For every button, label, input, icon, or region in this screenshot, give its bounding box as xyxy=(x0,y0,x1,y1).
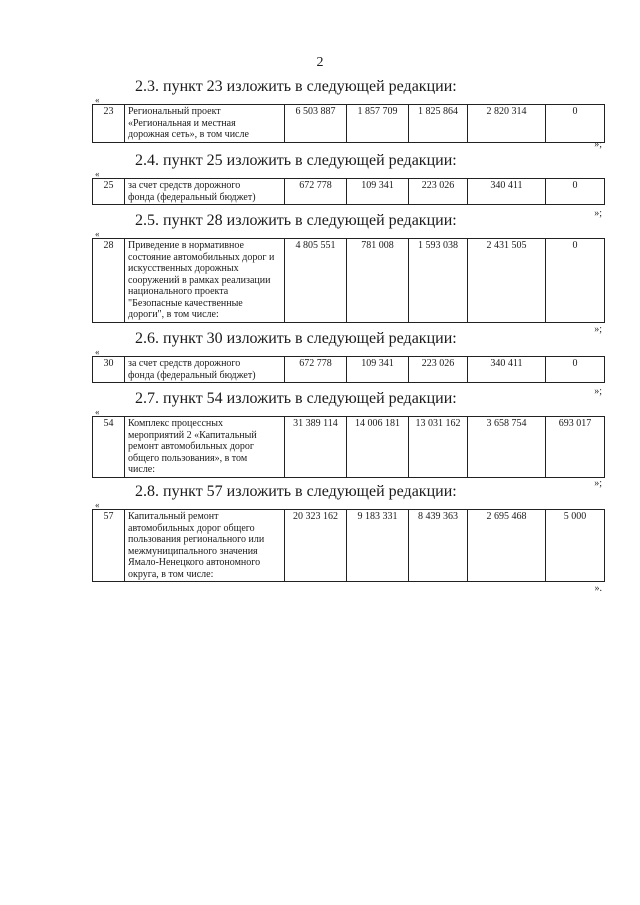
amendment-table xyxy=(92,104,605,143)
section-heading: 2.3. пункт 23 изложить в следующей редакции: xyxy=(135,78,457,95)
description-line: Комплекс процессных xyxy=(128,418,223,429)
open-quote: « xyxy=(95,95,100,105)
description-line: "Безопасные качественные xyxy=(128,297,243,309)
description-line: национального проекта xyxy=(128,286,229,297)
value-cell: 1 593 038 xyxy=(409,239,468,323)
description-line: мероприятий 2 «Капитальный xyxy=(128,429,257,441)
description-line: дороги", в том числе: xyxy=(128,309,219,320)
value-cell: 340 411 xyxy=(468,357,546,383)
value-cell: 1 857 709 xyxy=(347,105,409,143)
value-cell: 0 xyxy=(546,357,605,383)
value-cell: 13 031 162 xyxy=(409,417,468,478)
amendment-table xyxy=(92,416,605,478)
section-heading: 2.8. пункт 57 изложить в следующей редакции: xyxy=(135,483,457,500)
table-row xyxy=(93,105,605,143)
row-description xyxy=(125,179,285,205)
description-line: сооружений в рамках реализации xyxy=(128,274,271,286)
value-cell: 672 778 xyxy=(285,357,347,383)
description-line: Ямало-Ненецкого автономного xyxy=(128,557,261,568)
row-description xyxy=(125,105,285,143)
value-cell: 3 658 754 xyxy=(468,417,546,478)
description-line: за счет средств дорожного xyxy=(128,180,241,191)
table-row xyxy=(93,239,605,323)
row-number: 23 xyxy=(93,105,125,143)
description-line: за счет средств дорожного xyxy=(128,358,241,369)
amendment-table xyxy=(92,238,605,323)
value-cell: 781 008 xyxy=(347,239,409,323)
table-row xyxy=(93,417,605,478)
close-quote: »; xyxy=(594,208,602,219)
table-row xyxy=(93,357,605,383)
description-line: округа, в том числе: xyxy=(128,568,214,580)
value-cell: 2 431 505 xyxy=(468,239,546,323)
description-line: дорожная сеть», в том числе xyxy=(128,129,249,140)
open-quote: « xyxy=(95,169,100,179)
open-quote: « xyxy=(95,500,100,510)
description-line: автомобильных дорог общего xyxy=(128,522,255,534)
value-cell: 1 825 864 xyxy=(409,105,468,143)
description-line: пользования регионального или xyxy=(128,534,265,545)
table-row xyxy=(93,510,605,582)
description-line: Приведение в нормативное xyxy=(128,240,244,251)
close-quote: »; xyxy=(594,324,602,335)
value-cell: 340 411 xyxy=(468,179,546,205)
value-cell: 693 017 xyxy=(546,417,605,478)
value-cell: 672 778 xyxy=(285,179,347,205)
open-quote: « xyxy=(95,347,100,357)
value-cell: 2 695 468 xyxy=(468,510,546,582)
description-line: Региональный проект xyxy=(128,106,221,117)
close-quote: »; xyxy=(594,478,602,489)
description-line: «Региональная и местная xyxy=(128,117,236,129)
table-row xyxy=(93,179,605,205)
page-number: 2 xyxy=(316,55,324,70)
section-heading: 2.4. пункт 25 изложить в следующей редакции: xyxy=(135,152,457,169)
row-description xyxy=(125,239,285,323)
row-number: 54 xyxy=(93,417,125,478)
value-cell: 14 006 181 xyxy=(347,417,409,478)
value-cell: 31 389 114 xyxy=(285,417,347,478)
description-line: общего пользования», в том xyxy=(128,452,248,464)
close-quote: ». xyxy=(594,583,602,594)
close-quote: »; xyxy=(594,139,602,150)
value-cell: 0 xyxy=(546,105,605,143)
description-line: состояние автомобильных дорог и xyxy=(128,251,275,263)
section-heading: 2.7. пункт 54 изложить в следующей редакции: xyxy=(135,390,457,407)
amendment-section xyxy=(92,483,604,611)
value-cell: 20 323 162 xyxy=(285,510,347,582)
section-heading: 2.5. пункт 28 изложить в следующей редакции: xyxy=(135,212,457,229)
row-number: 30 xyxy=(93,357,125,383)
description-line: Капитальный ремонт xyxy=(128,511,219,522)
amendment-table xyxy=(92,356,605,383)
section-heading: 2.6. пункт 30 изложить в следующей редакции: xyxy=(135,330,457,347)
value-cell: 6 503 887 xyxy=(285,105,347,143)
open-quote: « xyxy=(95,407,100,417)
row-number: 57 xyxy=(93,510,125,582)
value-cell: 2 820 314 xyxy=(468,105,546,143)
value-cell: 0 xyxy=(546,179,605,205)
description-line: искусственных дорожных xyxy=(128,263,239,274)
description-line: межмуниципального значения xyxy=(128,545,258,557)
value-cell: 0 xyxy=(546,239,605,323)
value-cell: 109 341 xyxy=(347,357,409,383)
value-cell: 223 026 xyxy=(409,179,468,205)
row-number: 25 xyxy=(93,179,125,205)
close-quote: »; xyxy=(594,386,602,397)
row-description xyxy=(125,357,285,383)
row-number: 28 xyxy=(93,239,125,323)
value-cell: 109 341 xyxy=(347,179,409,205)
description-line: ремонт автомобильных дорог xyxy=(128,441,255,452)
value-cell: 223 026 xyxy=(409,357,468,383)
description-line: фонда (федеральный бюджет) xyxy=(128,191,256,203)
row-description xyxy=(125,510,285,582)
value-cell: 9 183 331 xyxy=(347,510,409,582)
row-description xyxy=(125,417,285,478)
description-line: числе: xyxy=(128,464,156,475)
value-cell: 5 000 xyxy=(546,510,605,582)
description-line: фонда (федеральный бюджет) xyxy=(128,369,256,381)
open-quote: « xyxy=(95,229,100,239)
value-cell: 4 805 551 xyxy=(285,239,347,323)
amendment-table xyxy=(92,178,605,205)
amendment-table xyxy=(92,509,605,582)
value-cell: 8 439 363 xyxy=(409,510,468,582)
